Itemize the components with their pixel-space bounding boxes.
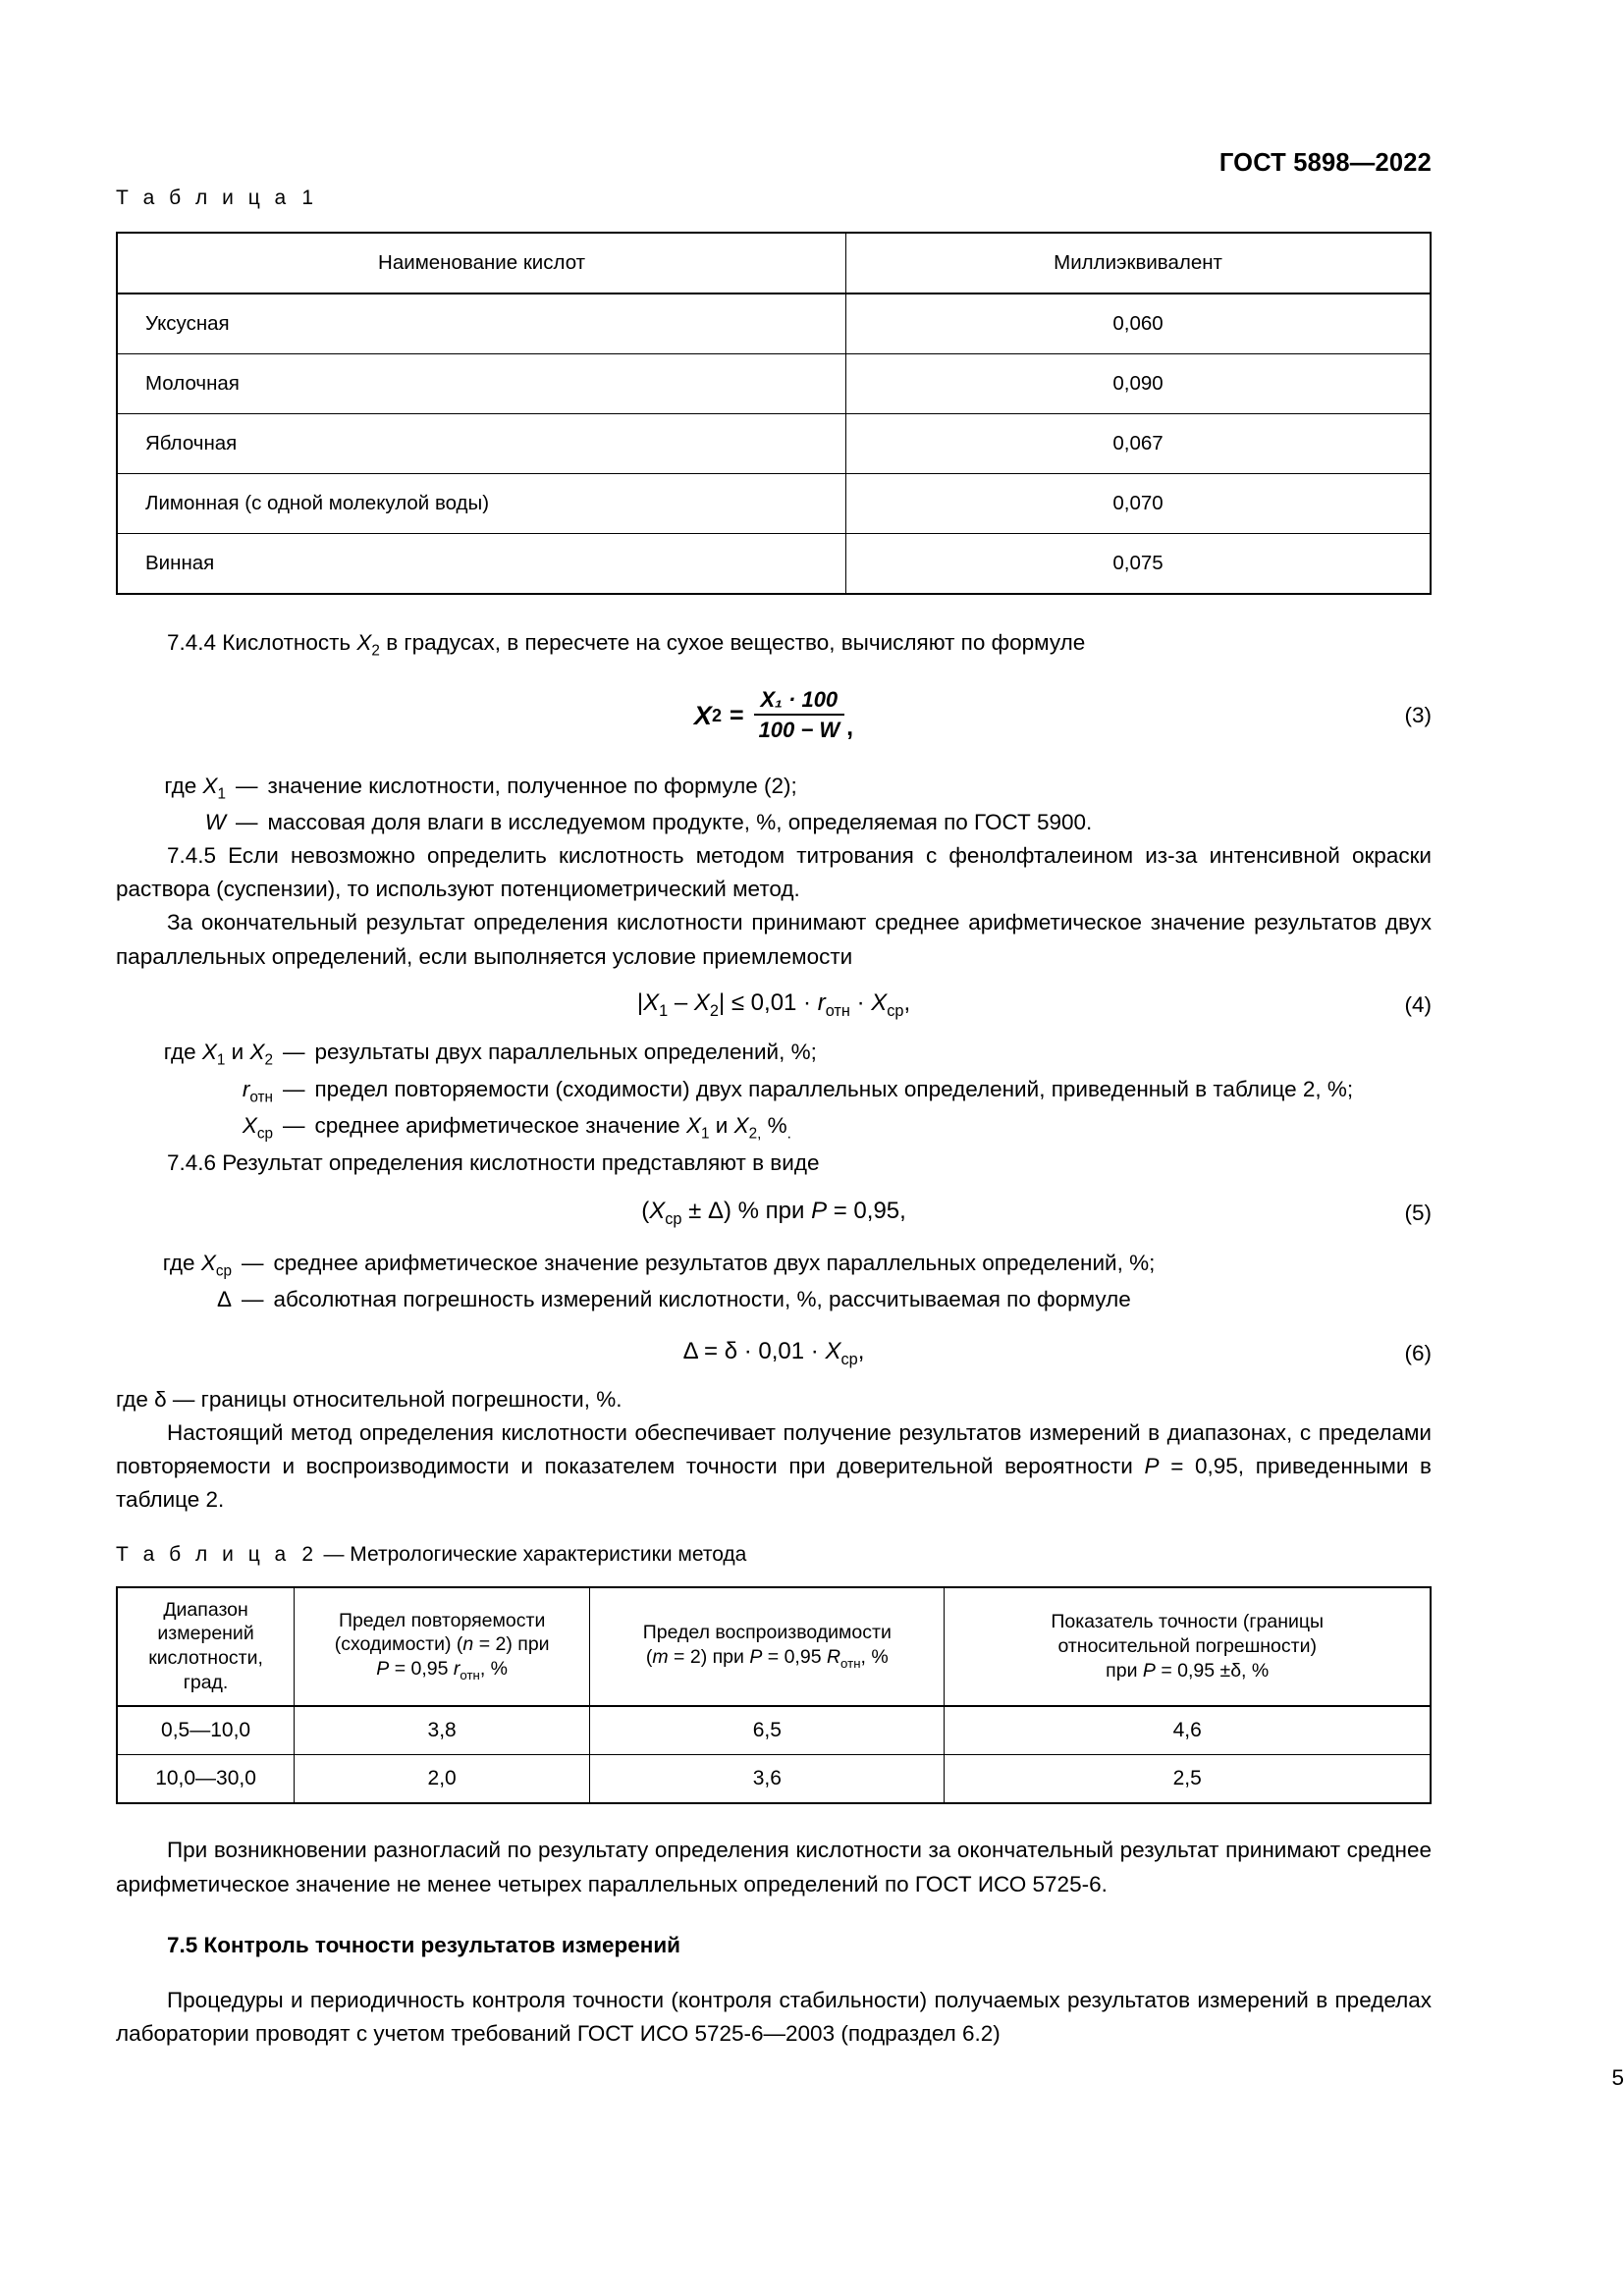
document-standard-header: ГОСТ 5898—2022 (1218, 149, 1432, 177)
formula-5-definitions (116, 1247, 1432, 1316)
definition-dash: — (236, 810, 258, 835)
table2-caption-label: Т а б л и ц а (116, 1542, 291, 1566)
table1-cell-value: 0,075 (846, 534, 1431, 595)
page-content (116, 0, 1432, 2051)
formula-5-expression: $(X_{ср} \pm \Delta)$ % при P = 0,95, (641, 1197, 906, 1228)
definition-text: среднее арифметическое значение $X_1$ и $X_{2,}$ $\%_.$ (314, 1113, 791, 1143)
page-number: 5 (1611, 2065, 1624, 2090)
clause-7-4-6-intro: 7.4.6 Результат определения кислотности представляют в виде (167, 1149, 820, 1175)
table2-cell-range: 0,5—10,0 (117, 1706, 295, 1755)
formula-5-number: (5) (1404, 1200, 1432, 1225)
table1-col-header-acid-name: Наименование кислот (117, 233, 846, 294)
definition-term: $r_{отн}$ (242, 1076, 273, 1106)
table2-col-header-reproducibility: Предел воспроизводимости (m = 2) при P = 0,95 $R_{отн}$, % (590, 1587, 945, 1707)
definition-dash: — (283, 1076, 305, 1101)
formula-4-expression: $|X_1 - X_2| \le 0,01 \cdot r_{отн} \cdot X_{ср}$, (636, 988, 911, 1020)
table2-col-header-range: Диапазон измерений кислотности, град. (117, 1587, 295, 1707)
clause-7-4-4-suffix: в градусах, в пересчете на сухое вещество, вычисляют по формуле (379, 630, 1086, 655)
definition-term: где $X_{ср}$ (162, 1250, 232, 1280)
formula-4-number: (4) (1404, 991, 1432, 1017)
definition-item (116, 1109, 1432, 1146)
definition-dash: — (242, 1250, 264, 1275)
table2-cell-range: 10,0—30,0 (117, 1755, 295, 1804)
table-row (117, 414, 1431, 474)
formula-6-definition: где δ — границы относительной погрешности, %. (116, 1386, 623, 1412)
closing-paragraph-1: При возникновении разногласий по результату определения кислотности за окончательный результат принимают среднее арифметическое значение не менее четырех параллельных определений по ГОСТ ИСО 5725-6. (116, 1838, 1432, 1896)
definition-item (116, 1036, 1432, 1072)
metrological-characteristics-table (116, 1586, 1432, 1805)
definition-text: значение кислотности, полученное по формуле (2); (267, 773, 797, 798)
definition-term: где $X_1$ (164, 773, 226, 803)
table2-cell-repeatability: 3,8 (295, 1706, 590, 1755)
table-row (117, 474, 1431, 534)
definition-item (116, 770, 1432, 806)
table-row (117, 354, 1431, 414)
definition-dash: — (242, 1287, 264, 1312)
table-row (117, 294, 1431, 354)
acids-milliequivalent-table (116, 232, 1432, 595)
definition-text: предел повторяемости (сходимости) двух параллельных определений, приведенный в таблице 2, %; (314, 1076, 1354, 1101)
definition-term: Δ (216, 1287, 232, 1312)
definition-dash: — (283, 1113, 305, 1139)
formula-5 (116, 1198, 1432, 1229)
formula-6 (116, 1338, 1432, 1369)
clause-7-4-4-paragraph (116, 626, 1432, 663)
clause-7-4-5-paragraph-1: 7.4.5 Если невозможно определить кислотность методом титрования с фенолфталеином из-за интенсивной окраски раствора (суспензии), то используют потенциометрический метод. (116, 842, 1432, 902)
clause-7-4-6-final-paragraph: Настоящий метод определения кислотности обеспечивает получение результатов измерений в диапазонах, с пределами повторяемости и воспроизводимости и показателем точности при доверительной вероятности P = 0,95, приведенными в таблице 2. (116, 1419, 1433, 1513)
table1-cell-value: 0,067 (846, 414, 1431, 474)
clause-7-4-4-symbol: X (356, 630, 372, 655)
formula-6-expression: $\Delta = \delta \cdot 0,01 \cdot X_{ср}$, (682, 1337, 865, 1368)
formula-3 (116, 688, 1432, 744)
definition-dash: — (283, 1040, 305, 1065)
table1-header-row (117, 233, 1431, 294)
closing-paragraph-2: Процедуры и периодичность контроля точности (контроля стабильности) получаемых результатов измерений в пределах лаборатории проводят с учетом требований ГОСТ ИСО 5725-6—2003 (подраздел 6.2) (116, 1987, 1432, 2046)
definition-item (116, 806, 1432, 839)
table2-cell-repeatability: 2,0 (295, 1755, 590, 1804)
clause-7-4-4-prefix: 7.4.4 Кислотность (167, 630, 357, 655)
formula-4-definitions (116, 1036, 1432, 1146)
formula-3-equals: = (729, 701, 744, 729)
table-row (117, 534, 1431, 595)
table1-cell-value: 0,060 (846, 294, 1431, 354)
table1-cell-value: 0,070 (846, 474, 1431, 534)
table1-caption-label: Т а б л и ц а (116, 187, 291, 209)
definition-text: абсолютная погрешность измерений кислотности, %, рассчитываемая по формуле (273, 1287, 1131, 1312)
table1-col-header-milliequivalent: Миллиэквивалент (846, 233, 1431, 294)
definition-text: массовая доля влаги в исследуемом продукте, %, определяемая по ГОСТ 5900. (267, 810, 1093, 835)
definition-item (116, 1073, 1432, 1109)
table1-caption (116, 187, 1432, 210)
table2-col-header-accuracy: Показатель точности (границы относительной погрешности) при P = 0,95 ±δ, % (945, 1587, 1431, 1707)
table2-header-row (117, 1587, 1431, 1707)
table1-caption-number: 1 (301, 187, 314, 209)
table2-caption-number: 2 (301, 1542, 318, 1566)
definition-term: $X_{ср}$ (242, 1113, 273, 1143)
table1-cell-name: Лимонная (с одной молекулой воды) (117, 474, 846, 534)
table2-col-header-repeatability: Предел повторяемости (сходимости) (n = 2) при P = 0,95 $r_{отн}$, % (295, 1587, 590, 1707)
definition-term: W (204, 810, 226, 835)
table-row (117, 1706, 1431, 1755)
clause-7-4-4-symbol-sub: 2 (371, 642, 380, 660)
table1-cell-name: Молочная (117, 354, 846, 414)
definition-text: среднее арифметическое значение результатов двух параллельных определений, %; (273, 1250, 1156, 1275)
table2-caption (116, 1543, 1432, 1567)
formula-3-lhs: X (693, 700, 712, 730)
definition-item (116, 1247, 1432, 1283)
formula-3-definitions (116, 770, 1432, 839)
table-row (117, 1755, 1431, 1804)
table2-caption-title: — Метрологические характеристики метода (323, 1542, 747, 1566)
table2-cell-reproducibility: 3,6 (590, 1755, 945, 1804)
table2-cell-accuracy: 4,6 (945, 1706, 1431, 1755)
clause-7-4-5-paragraph-2: За окончательный результат определения кислотности принимают среднее арифметическое значение результатов двух параллельных определений, если выполняется условие приемлемости (116, 910, 1432, 969)
formula-3-trailing-comma: , (846, 713, 854, 741)
definition-text: результаты двух параллельных определений, %; (314, 1040, 817, 1065)
table2-cell-reproducibility: 6,5 (590, 1706, 945, 1755)
formula-3-numerator: X₁ · 100 (760, 686, 839, 712)
definition-term: где $X_1$ и $X_2$ (163, 1040, 273, 1069)
table1-cell-name: Уксусная (117, 294, 846, 354)
table1-cell-name: Яблочная (117, 414, 846, 474)
formula-3-denominator: 100 − W (754, 714, 845, 743)
table2-cell-accuracy: 2,5 (945, 1755, 1431, 1804)
heading-7-5: 7.5 Контроль точности результатов измерений (167, 1932, 680, 1957)
formula-3-lhs-sub: 2 (711, 705, 722, 725)
formula-3-number: (3) (1404, 703, 1432, 728)
table1-cell-name: Винная (117, 534, 846, 595)
definition-dash: — (236, 773, 258, 798)
definition-item (116, 1283, 1432, 1316)
formula-6-number: (6) (1404, 1340, 1432, 1365)
formula-4 (116, 989, 1432, 1021)
table1-cell-value: 0,090 (846, 354, 1431, 414)
formula-3-fraction (754, 687, 845, 743)
